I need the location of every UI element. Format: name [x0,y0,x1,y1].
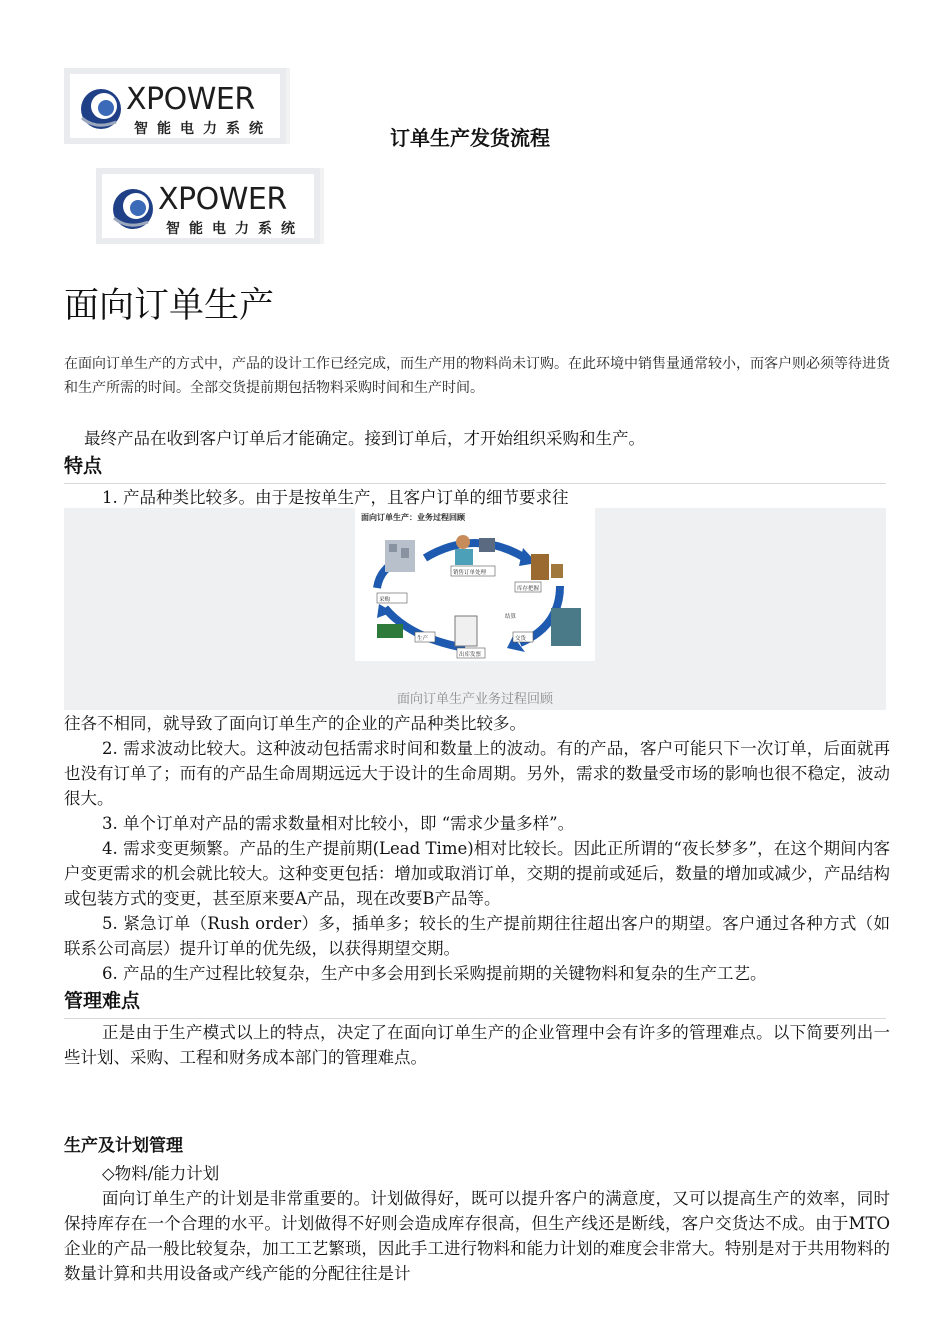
diagram-label: 库存把握 [517,586,540,592]
feature-item-1-start: 1. 产品种类比较多。由于是按单生产，且客户订单的细节要求往 [102,488,569,507]
feature-item-3: 3. 单个订单对产品的需求数量相对比较小，即 “需求少量多样”。 [102,814,575,833]
diagram-label: 销售订单处理 [453,570,487,576]
feature-item-2: 2. 需求波动比较大。这种波动包括需求时间和数量上的波动。有的产品，客户可能只下一次订单，后面就再也没有订单了；而有的产品生命周期远远大于设计的生命周期。另外，需求的数量受市场的影响也很不稳定，波动很大。 [64,739,890,808]
diagram-label: 结算 [505,614,517,620]
section-divider [64,483,886,484]
feature-item-1-end: 往各不相同，就导致了面向订单生产的企业的产品种类比较多。 [64,714,526,733]
diagram-label: 生产 [417,636,429,642]
feature-item-4: 4. 需求变更频繁。产品的生产提前期(Lead Time)相对比较长。因此正所谓的“夜长梦多”，在这个期间内客户变更需求的机会就比较大。这种变更包括：增加或取消订单，交期的提前或延后，数量的增加或减少，产品结构或包装方式的变更，甚至原来要A产品，现在改要B产品等。 [64,839,890,908]
diagram-label: 采购 [379,597,391,603]
page-heading: 面向订单生产 [64,286,275,326]
process-diagram [355,508,595,661]
features-heading: 特点 [64,455,103,477]
logo-swoosh-icon [108,184,158,234]
logo-subtitle: 智能电力系统 [166,221,304,237]
intro-paragraph: 在面向订单生产的方式中，产品的设计工作已经完成，而生产用的物料尚未订购。在此环境中销售量通常较小，而客户则必须等待进货和生产所需的时间。全部交货提前期包括物料采购时间和生产时间。 [64,356,890,396]
company-logo [64,68,290,144]
diagram-label: 出库发票 [459,652,482,658]
planning-text: 面向订单生产的计划是非常重要的。计划做得好，既可以提升客户的满意度，又可以提高生产的效率，同时保持库存在一个合理的水平。计划做得不好则会造成库存很高，但生产线还是断线，客户交货达不成。由于MTO企业的产品一般比较复杂，加工工艺繁琐，因此手工进行物料和能力计划的难度会非常大。特别是对于共用物料的数量计算和共用设备或产线产能的分配往往是计 [64,1189,890,1283]
planning-subheading: ◇物料/能力计划 [102,1164,220,1183]
diagram-label: 交货 [515,636,527,642]
difficulties-text: 正是由于生产模式以上的特点，决定了在面向订单生产的企业管理中会有许多的管理难点。以下简要列出一些计划、采购、工程和财务成本部门的管理难点。 [64,1023,890,1067]
feature-item-5: 5. 紧急订单（Rush order）多，插单多；较长的生产提前期往往超出客户的期望。客户通过各种方式（如联系公司高层）提升订单的优先级，以获得期望交期。 [64,914,890,958]
document-title: 订单生产发货流程 [390,126,550,150]
planning-paragraph [64,1186,890,1286]
company-logo-secondary [96,168,324,244]
difficulties-paragraph [64,1020,890,1070]
feature-list [64,711,890,986]
process-figure [64,508,886,710]
diagram-title: 面向订单生产：业务过程回顾 [361,513,465,522]
logo-subtitle: 智能电力系统 [134,121,272,137]
logo-wordmark: XPOWER [126,82,255,117]
logo-swoosh-icon [76,84,126,134]
section-divider [64,1018,886,1019]
feature-item-6: 6. 产品的生产过程比较复杂，生产中多会用到长采购提前期的关键物料和复杂的生产工艺。 [102,964,767,983]
difficulties-heading: 管理难点 [64,990,141,1012]
logo-wordmark: XPOWER [158,182,287,217]
planning-heading: 生产及计划管理 [64,1136,183,1156]
figure-caption: 面向订单生产业务过程回顾 [396,692,553,707]
summary-line: 最终产品在收到客户订单后才能确定。接到订单后，才开始组织采购和生产。 [84,429,645,448]
